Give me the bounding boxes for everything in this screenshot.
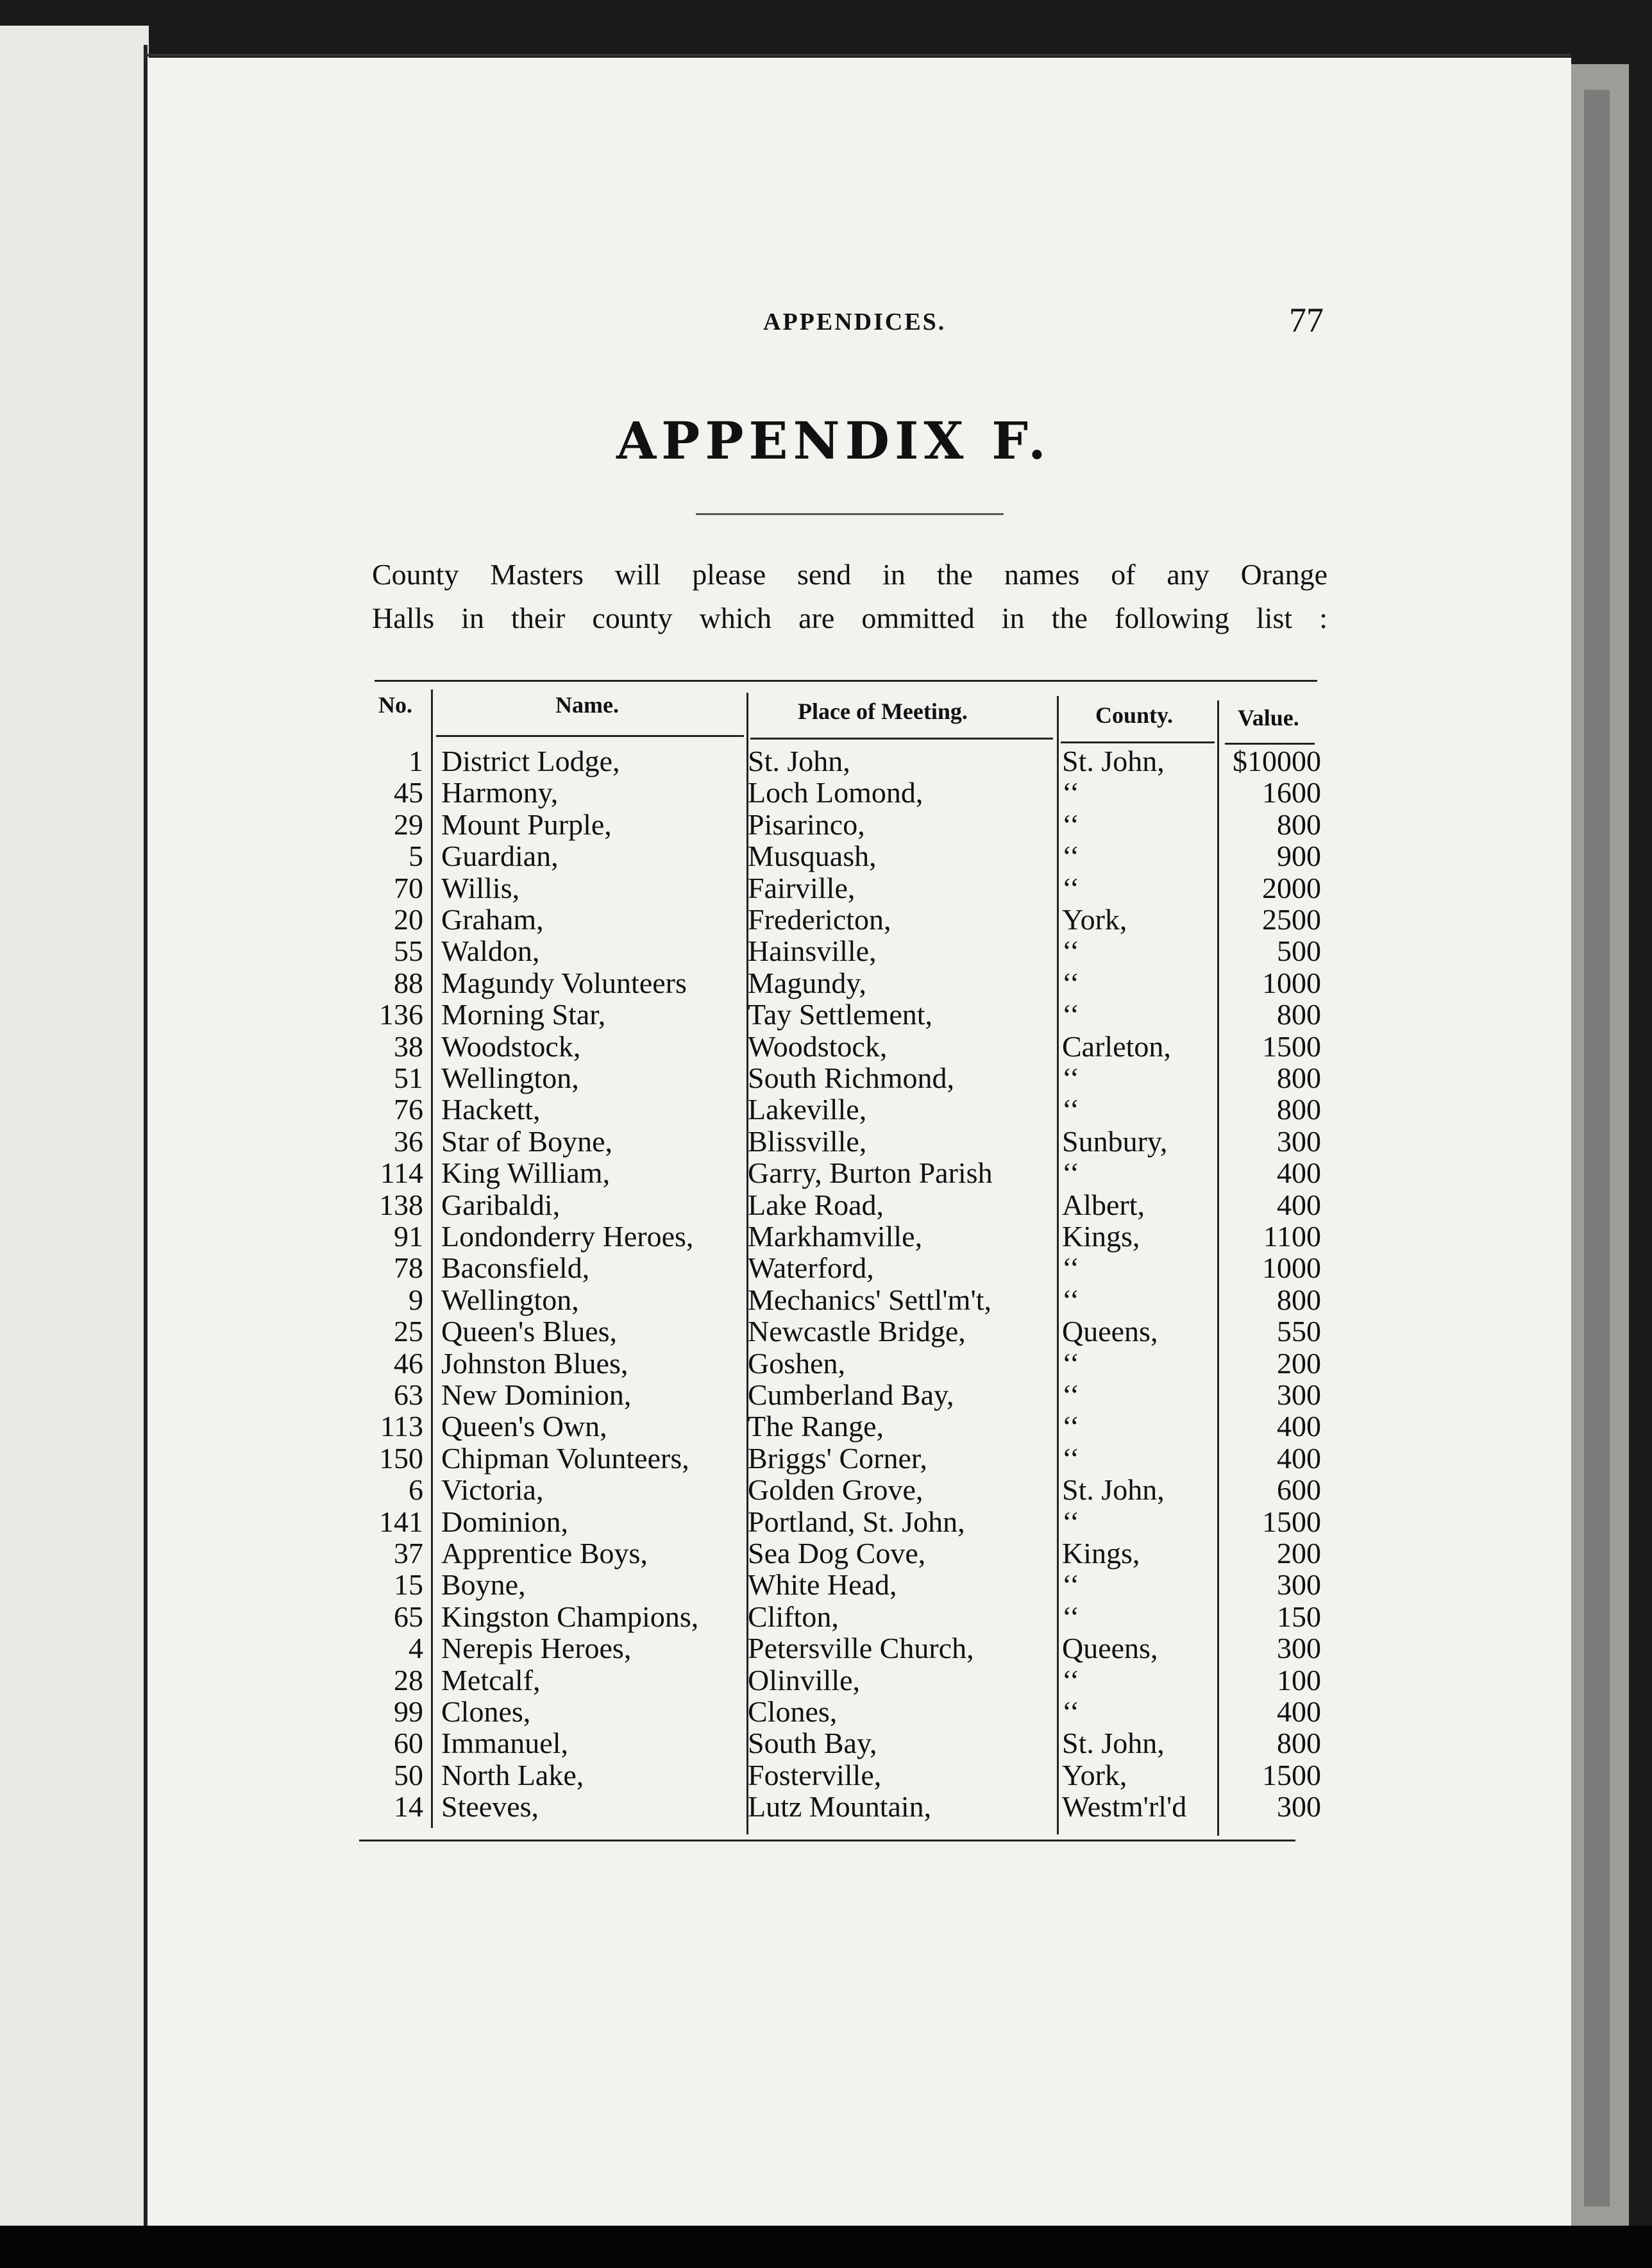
table-row [0,1348,1652,1380]
cell-value: 300 [1277,1632,1321,1665]
table-row [0,999,1652,1031]
table-row [0,1759,1652,1791]
cell-no: 70 [394,871,423,904]
table-row [0,1443,1652,1475]
cell-county: ‘‘ [1062,1663,1080,1697]
cell-place: Golden Grove, [748,1473,923,1507]
cell-county: ‘‘ [1062,1410,1080,1443]
cell-place: Clones, [748,1695,838,1728]
cell-value: 400 [1277,1410,1321,1443]
cell-value: 800 [1277,1727,1321,1760]
cell-no: 5 [409,840,423,873]
header-underline [436,735,744,737]
cell-name: King William, [441,1156,611,1190]
table-row [0,1252,1652,1284]
cell-place: Tay Settlement, [748,998,933,1031]
table-row [0,1379,1652,1411]
cell-name: Garibaldi, [441,1188,560,1221]
cell-name: Mount Purple, [441,808,612,841]
table-row [0,935,1652,967]
cell-county: Kings, [1062,1537,1140,1570]
table-row [0,745,1652,777]
cell-no: 20 [394,903,423,936]
cell-name: Harmony, [441,776,559,809]
cell-value: 900 [1277,840,1321,873]
cell-name: District Lodge, [441,745,620,777]
cell-name: Boyne, [441,1568,526,1602]
cell-place: Fosterville, [748,1758,882,1791]
cell-no: 45 [394,776,423,809]
table-row [0,1157,1652,1189]
cell-name: Immanuel, [441,1727,568,1760]
cell-county: Kings, [1062,1220,1140,1253]
page-number: 77 [1289,301,1324,339]
cell-no: 99 [394,1695,423,1728]
cell-no: 65 [394,1600,423,1633]
cell-name: Kingston Champions, [441,1600,699,1633]
cell-value: 400 [1277,1156,1321,1190]
table-row [0,1031,1652,1063]
cell-county: ‘‘ [1062,1251,1080,1285]
cell-place: Fairville, [748,871,856,904]
cell-no: 50 [394,1758,423,1791]
cell-no: 88 [394,966,423,999]
cell-place: Clifton, [748,1600,839,1633]
cell-value: 2000 [1262,871,1321,904]
title-divider [696,513,1004,515]
cell-name: Steeves, [441,1790,539,1824]
cell-name: Wellington, [441,1283,579,1316]
cell-name: Queen's Own, [441,1410,607,1443]
table-top-rule [375,680,1317,682]
cell-name: New Dominion, [441,1378,632,1411]
table-row [0,1569,1652,1601]
cell-value: 800 [1277,1283,1321,1316]
cell-name: Star of Boyne, [441,1124,613,1158]
cell-place: Markhamville, [748,1220,923,1253]
cell-place: Musquash, [748,840,877,873]
cell-place: Petersville Church, [748,1632,974,1665]
cell-no: 14 [394,1790,423,1824]
cell-place: Goshen, [748,1346,846,1380]
cell-no: 76 [394,1093,423,1126]
cell-name: Hackett, [441,1093,541,1126]
table-row [0,904,1652,936]
cell-no: 38 [394,1029,423,1063]
table-row [0,1791,1652,1823]
cell-value: 1000 [1262,1251,1321,1285]
cell-county: Albert, [1062,1188,1145,1221]
scan-bottom-edge [0,2226,1652,2268]
cell-county: ‘‘ [1062,1156,1080,1190]
cell-no: 78 [394,1251,423,1285]
cell-no: 113 [380,1410,423,1443]
cell-name: Graham, [441,903,544,936]
running-head: APPENDICES. [763,309,947,335]
cell-no: 37 [394,1537,423,1570]
cell-value: 800 [1277,998,1321,1031]
cell-value: $10000 [1233,745,1321,777]
column-header-county: County. [1095,702,1174,728]
cell-name: North Lake, [441,1758,584,1791]
cell-name: Baconsfield, [441,1251,590,1285]
cell-no: 29 [394,808,423,841]
cell-place: Waterford, [748,1251,874,1285]
column-header-no: No. [378,692,412,718]
page-top-border [146,54,1571,56]
cell-place: South Bay, [748,1727,877,1760]
cell-no: 1 [409,745,423,777]
table-row [0,1537,1652,1570]
cell-county: ‘‘ [1062,966,1080,999]
column-header-place: Place of Meeting. [798,698,968,724]
cell-place: Cumberland Bay, [748,1378,954,1411]
cell-place: Newcastle Bridge, [748,1315,966,1348]
cell-no: 63 [394,1378,423,1411]
cell-place: Portland, St. John, [748,1505,965,1538]
cell-no: 6 [409,1473,423,1507]
cell-county: ‘‘ [1062,1093,1080,1126]
table-row [0,1410,1652,1443]
cell-name: Apprentice Boys, [441,1537,648,1570]
cell-county: ‘‘ [1062,1283,1080,1316]
cell-place: Garry, Burton Parish [748,1156,993,1190]
cell-name: Clones, [441,1695,531,1728]
cell-no: 46 [394,1346,423,1380]
cell-place: Hainsville, [748,935,877,968]
cell-value: 600 [1277,1473,1321,1507]
table-row [0,1126,1652,1158]
cell-name: Londonderry Heroes, [441,1220,694,1253]
cell-place: Lake Road, [748,1188,884,1221]
table-row [0,1506,1652,1538]
cell-value: 800 [1277,808,1321,841]
cell-name: Morning Star, [441,998,606,1031]
cell-value: 150 [1277,1600,1321,1633]
cell-place: Mechanics' Settl'm't, [748,1283,992,1316]
cell-value: 200 [1277,1537,1321,1570]
cell-county: ‘‘ [1062,1568,1080,1602]
cell-place: White Head, [748,1568,897,1602]
cell-place: St. John, [748,745,850,777]
cell-no: 136 [379,998,423,1031]
cell-place: Lutz Mountain, [748,1790,932,1824]
cell-value: 800 [1277,1062,1321,1094]
cell-name: Magundy Volunteers [441,966,687,999]
cell-value: 1500 [1262,1758,1321,1791]
cell-place: Lakeville, [748,1093,867,1126]
column-header-name: Name. [555,692,619,718]
cell-name: Guardian, [441,840,559,873]
header-underline [1061,741,1215,743]
cell-value: 100 [1277,1663,1321,1697]
cell-county: ‘‘ [1062,840,1080,873]
cell-county: ‘‘ [1062,1378,1080,1411]
cell-place: Sea Dog Cove, [748,1537,926,1570]
cell-county: ‘‘ [1062,1346,1080,1380]
table-row [0,1474,1652,1506]
cell-name: Chipman Volunteers, [441,1441,689,1475]
cell-no: 9 [409,1283,423,1316]
cell-county: ‘‘ [1062,808,1080,841]
cell-name: Waldon, [441,935,540,968]
cell-county: ‘‘ [1062,998,1080,1031]
cell-value: 500 [1277,935,1321,968]
table-row [0,1189,1652,1221]
cell-value: 800 [1277,1093,1321,1126]
cell-county: ‘‘ [1062,1505,1080,1538]
column-header-value: Value. [1238,705,1299,731]
table-row [0,1727,1652,1759]
table-row [0,1284,1652,1316]
cell-value: 400 [1277,1441,1321,1475]
cell-name: Johnston Blues, [441,1346,628,1380]
cell-value: 1600 [1262,776,1321,809]
cell-value: 300 [1277,1378,1321,1411]
cell-place: Olinville, [748,1663,861,1697]
table-row [0,777,1652,809]
cell-no: 15 [394,1568,423,1602]
table-row [0,1062,1652,1094]
cell-value: 1000 [1262,966,1321,999]
cell-county: ‘‘ [1062,776,1080,809]
cell-no: 114 [380,1156,423,1190]
cell-name: Queen's Blues, [441,1315,618,1348]
cell-value: 2500 [1262,903,1321,936]
cell-name: Nerepis Heroes, [441,1632,632,1665]
table-bottom-rule [359,1840,1295,1841]
cell-county: York, [1062,1758,1127,1791]
cell-no: 28 [394,1663,423,1697]
intro-line: Halls in their county which are ommitted in the following list : [372,602,1328,634]
cell-name: Dominion, [441,1505,569,1538]
cell-name: Metcalf, [441,1663,541,1697]
cell-county: ‘‘ [1062,1695,1080,1728]
cell-place: Woodstock, [748,1029,888,1063]
cell-no: 51 [394,1062,423,1094]
table-row [0,1696,1652,1728]
cell-no: 141 [379,1505,423,1538]
cell-no: 150 [379,1441,423,1475]
cell-county: St. John, [1062,745,1165,777]
cell-no: 138 [379,1188,423,1221]
intro-line: County Masters will please send in the names of any Orange [372,558,1328,591]
cell-place: Pisarinco, [748,808,865,841]
cell-value: 400 [1277,1695,1321,1728]
cell-value: 300 [1277,1568,1321,1602]
header-underline [750,738,1053,740]
cell-county: York, [1062,903,1127,936]
cell-value: 400 [1277,1188,1321,1221]
cell-county: Queens, [1062,1315,1158,1348]
cell-place: Magundy, [748,966,866,999]
cell-value: 1500 [1262,1505,1321,1538]
table-row [0,809,1652,841]
table-row [0,1316,1652,1348]
cell-county: ‘‘ [1062,1441,1080,1475]
cell-no: 36 [394,1124,423,1158]
cell-county: Carleton, [1062,1029,1171,1063]
cell-name: Willis, [441,871,520,904]
cell-county: Westm'rl'd [1062,1790,1187,1824]
table-row [0,967,1652,999]
table-row [0,1601,1652,1633]
appendix-title: APPENDIX F. [616,410,1051,471]
cell-name: Wellington, [441,1062,579,1094]
table-row [0,872,1652,904]
table-row [0,1094,1652,1126]
cell-county: ‘‘ [1062,935,1080,968]
cell-no: 25 [394,1315,423,1348]
intro-paragraph [372,553,1328,640]
cell-place: Briggs' Corner, [748,1441,927,1475]
cell-county: ‘‘ [1062,871,1080,904]
cell-value: 300 [1277,1124,1321,1158]
cell-county: St. John, [1062,1727,1165,1760]
cell-no: 91 [394,1220,423,1253]
cell-value: 200 [1277,1346,1321,1380]
cell-value: 1100 [1263,1220,1321,1253]
cell-county: ‘‘ [1062,1600,1080,1633]
cell-county: ‘‘ [1062,1062,1080,1094]
cell-place: Loch Lomond, [748,776,923,809]
cell-place: Blissville, [748,1124,867,1158]
cell-county: St. John, [1062,1473,1165,1507]
cell-value: 1500 [1262,1029,1321,1063]
table-row [0,1221,1652,1253]
table-row [0,840,1652,872]
cell-place: Fredericton, [748,903,891,936]
cell-place: South Richmond, [748,1062,955,1094]
cell-no: 4 [409,1632,423,1665]
table-row [0,1664,1652,1697]
cell-place: The Range, [748,1410,884,1443]
cell-name: Woodstock, [441,1029,581,1063]
cell-county: Sunbury, [1062,1124,1168,1158]
table-row [0,1632,1652,1664]
cell-county: Queens, [1062,1632,1158,1665]
cell-value: 300 [1277,1790,1321,1824]
cell-name: Victoria, [441,1473,544,1507]
cell-no: 55 [394,935,423,968]
cell-no: 60 [394,1727,423,1760]
cell-value: 550 [1277,1315,1321,1348]
